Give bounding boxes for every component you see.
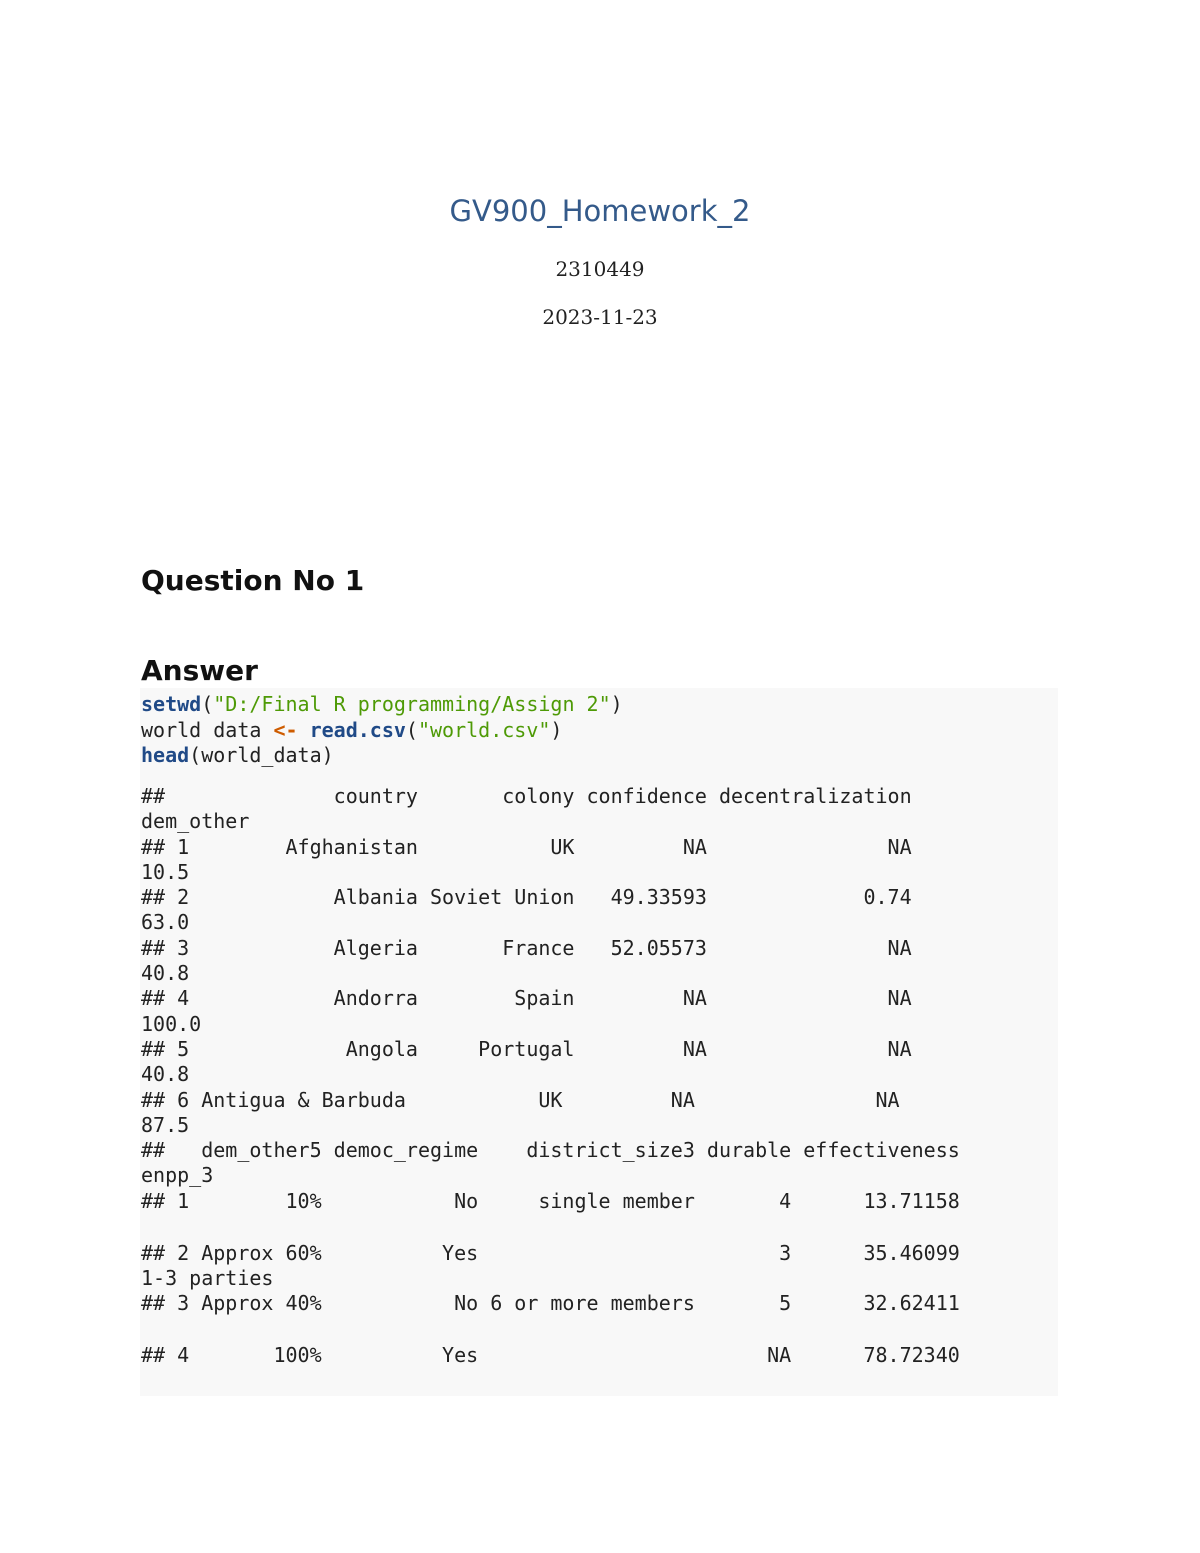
r-source-code [141,692,623,769]
output-line: ## country colony confidence decentralization [141,784,912,808]
code-block [140,688,1058,1396]
assign-operator: <- [273,717,298,742]
output-line: 87.5 [141,1112,190,1137]
output-line: ## 1 Afghanistan UK NA NA [141,834,912,859]
output-line: ## 1 10% No single member 4 13.71158 [141,1188,960,1213]
output-line: 10.5 [141,859,190,884]
code-line-head: head(world_data) [141,743,334,767]
output-line: ## 2 Approx 60% Yes 3 35.46099 [141,1240,960,1265]
code-line-read-csv: world data <- read.csv("world.csv") [141,717,563,742]
answer-heading: Answer [141,654,258,687]
output-line: ## 6 Antigua & Barbuda UK NA NA [141,1087,900,1112]
question-heading: Question No 1 [141,564,365,597]
output-line: ## 4 100% Yes NA 78.72340 [141,1342,960,1367]
output-line: 100.0 [141,1011,202,1036]
output-line: 63.0 [141,910,190,935]
output-line: ## dem_other5 democ_regime district_size3 durable effectiveness [141,1138,960,1163]
output-line: ## 4 Andorra Spain NA NA [141,986,912,1011]
document-author: 2310449 [555,257,645,281]
output-line: ## 3 Approx 40% No 6 or more members 5 32.62411 [141,1291,960,1316]
fn-setwd: setwd [141,692,202,716]
console-output [141,784,960,1368]
string-path: "D:/Final R programming/Assign 2" [213,692,611,716]
output-line: ## 3 Algeria France 52.05573 NA [141,935,912,960]
output-line: 1-3 parties [141,1265,274,1290]
code-line-setwd: setwd("D:/Final R programming/Assign 2") [141,692,623,716]
document-title: GV900_Homework_2 [449,194,751,228]
output-line: ## 5 Angola Portugal NA NA [141,1036,912,1061]
output-line: ## 2 Albania Soviet Union 49.33593 0.74 [141,885,912,910]
output-line-blank [141,1214,960,1241]
output-line: 40.8 [141,1062,190,1087]
output-line: dem_other [141,809,250,834]
document-date: 2023-11-23 [542,305,658,329]
output-line: 40.8 [141,961,190,986]
output-line: enpp_3 [141,1163,214,1188]
output-line-blank [141,1316,960,1343]
string-filename: "world.csv" [417,717,551,742]
fn-head: head [141,743,190,767]
fn-read-csv: read.csv [309,717,406,742]
